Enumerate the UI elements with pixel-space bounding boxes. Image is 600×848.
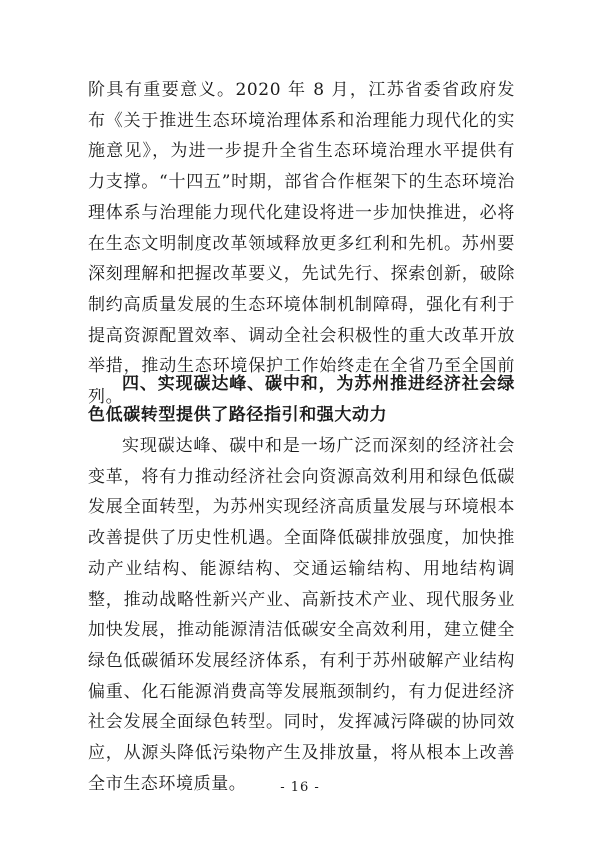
body-paragraph-section-four: 实现碳达峰、碳中和是一场广泛而深刻的经济社会变革，将有力推动经济社会向资源高效利用和绿色低碳发展全面转型，为苏州实现经济高质量发展与环境根本改善提供了历史性机遇。全面降低碳排放强度，加快推动产业结构、能源结构、交通运输结构、用地结构调整，推动战略性新兴产业、高新技术产业、现代服务业加快发展，推动能源清洁低碳安全高效利用，建立健全绿色低碳循环发展经济体系，有利于苏州破解产业结构偏重、化石能源消费高等发展瓶颈制约，有力促进经济社会发展全面绿色转型。同时，发挥减污降碳的协同效应，从源头降低污染物产生及排放量，将从根本上改善全市生态环境质量。	[88, 436, 515, 794]
page-number: - 16 -	[280, 780, 320, 795]
body-paragraph-continued: 阶具有重要意义。2020 年 8 月，江苏省委省政府发布《关于推进生态环境治理体系和治理能力现代化的实施意见》，为进一步提升全省生态环境治理水平提供有力支撑。“十四五”时期，部省合作框架下的生态环境治理体系与治理能力现代化建设将进一步加快推进，必将在生态文明制度改革领域释放更多红利和先机。苏州要深刻理解和把握改革要义，先试先行、探索创新，破除制约高质量发展的生态环境体制机制障碍，强化有利于提高资源配置效率、调动全社会积极性的重大改革开放举措，推动生态环境保护工作始终走在全省乃至全国前列。	[88, 80, 515, 408]
section-heading: 四、实现碳达峰、碳中和，为苏州推进经济社会绿色低碳转型提供了路径指引和强大动力	[88, 374, 515, 425]
